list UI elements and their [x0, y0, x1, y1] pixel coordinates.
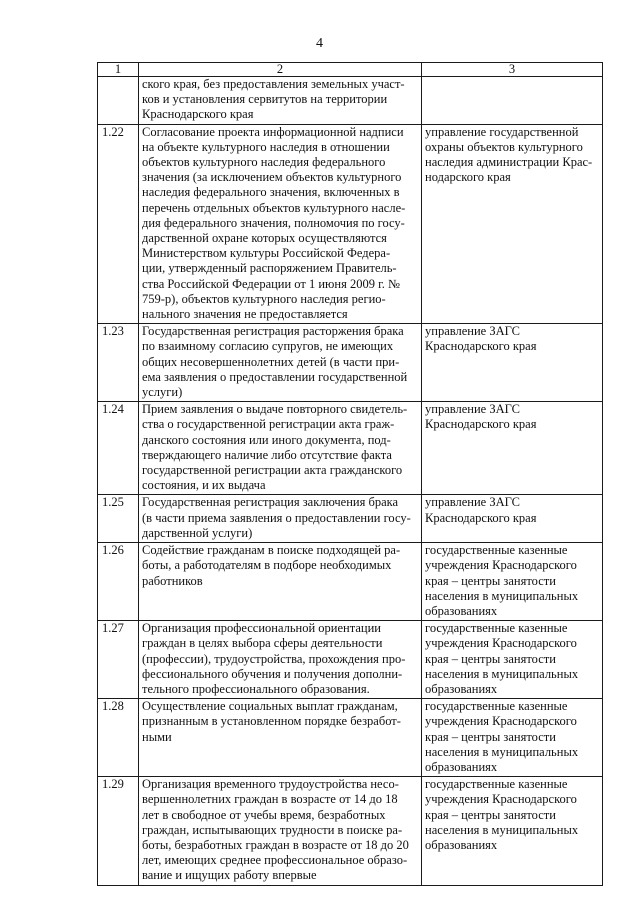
- authority-line: управление ЗАГС: [425, 324, 521, 339]
- service-line: признанным в установленном порядке безработ-: [142, 714, 401, 729]
- service-line: объектов культурного наследия федерального: [142, 155, 386, 170]
- table-row: [98, 699, 603, 777]
- column-header-service: 2: [139, 63, 422, 77]
- table-row: [98, 777, 603, 885]
- authority-line: государственные казенные: [425, 699, 568, 714]
- authority-line: образованиях: [425, 603, 498, 618]
- row-number-cell: 1.28: [98, 699, 139, 777]
- service-line: работников: [142, 573, 203, 588]
- service-line: граждан, испытывающих трудности в поиске ра-: [142, 822, 403, 837]
- service-line: общих несовершеннолетних детей (в части при-: [142, 354, 400, 369]
- service-line: ства о государственной регистрации акта граж-: [142, 417, 395, 432]
- service-line: государственной регистрации акта гражданского: [142, 463, 403, 478]
- service-line: Государственная регистрация заключения брака: [142, 495, 399, 510]
- service-line: по взаимному согласию супругов, не имеющих: [142, 339, 394, 354]
- services-table: [97, 62, 603, 886]
- table-row: [98, 495, 603, 543]
- continuation-service-cell: [139, 77, 422, 125]
- authority-line: Краснодарского края: [425, 417, 537, 432]
- row-number-cell: 1.25: [98, 495, 139, 543]
- continuation-number-cell: [98, 77, 139, 125]
- authority-line: управление государственной: [425, 124, 579, 139]
- service-line: ства Российской Федерации от 1 июня 2009 г. №: [142, 276, 400, 291]
- service-line: Министерством культуры Российской Федера-: [142, 246, 391, 261]
- authority-line: образованиях: [425, 759, 498, 774]
- service-line: боты, безработных граждан в возрасте от 18 до 20: [142, 837, 409, 852]
- service-line: лет, имеющих среднее профессиональное образо-: [142, 853, 408, 868]
- authority-cell: [422, 699, 603, 777]
- authority-line: государственные казенные: [425, 543, 568, 558]
- service-name-cell: [139, 621, 422, 699]
- service-line: Организация временного трудоустройства несо-: [142, 777, 399, 792]
- table-header-row: [98, 63, 603, 77]
- service-name-cell: [139, 699, 422, 777]
- authority-line: края – центры занятости: [425, 807, 556, 822]
- authority-line: края – центры занятости: [425, 729, 556, 744]
- service-line: вание и ищущих работу впервые: [142, 868, 317, 883]
- authority-line: управление ЗАГС: [425, 495, 521, 510]
- service-line: значения (за исключением объектов культурного: [142, 170, 402, 185]
- service-line: Согласование проекта информационной надписи: [142, 124, 404, 139]
- service-name-cell: [139, 777, 422, 885]
- authority-line: нодарского края: [425, 170, 511, 185]
- service-line: на объекте культурного наследия в отношении: [142, 139, 390, 154]
- continuation-line: ков и установления сервитутов на территории: [142, 92, 388, 107]
- authority-cell: [422, 777, 603, 885]
- service-line: наследия федерального значения, включенных в: [142, 185, 400, 200]
- page-number: 4: [316, 36, 323, 51]
- service-line: тверждающего наличие либо отсутствие факта: [142, 447, 392, 462]
- service-name-cell: [139, 543, 422, 621]
- service-line: 759-р), объектов культурного наследия регио-: [142, 291, 386, 306]
- service-line: ема заявления о предоставлении государственной: [142, 369, 408, 384]
- authority-line: государственные казенные: [425, 621, 568, 636]
- authority-line: населения в муниципальных: [425, 822, 579, 837]
- row-number-cell: 1.23: [98, 324, 139, 402]
- authority-line: учреждения Краснодарского: [425, 792, 577, 807]
- continuation-row: [98, 77, 603, 125]
- service-name-cell: [139, 402, 422, 495]
- authority-cell: [422, 621, 603, 699]
- authority-cell: [422, 543, 603, 621]
- service-line: (профессии), трудоустройства, прохождения про-: [142, 651, 406, 666]
- service-line: граждан в целях выбора сферы деятельности: [142, 636, 383, 651]
- service-line: тельного профессионального образования.: [142, 681, 370, 696]
- authority-line: Краснодарского края: [425, 510, 537, 525]
- continuation-authority-cell: [422, 77, 603, 125]
- service-line: перечень отдельных объектов культурного насле-: [142, 200, 406, 215]
- authority-line: охраны объектов культурного: [425, 139, 583, 154]
- row-number-cell: 1.26: [98, 543, 139, 621]
- service-line: Организация профессиональной ориентации: [142, 621, 381, 636]
- authority-line: управление ЗАГС: [425, 402, 521, 417]
- service-line: боты, а работодателям в подборе необходимых: [142, 558, 392, 573]
- authority-line: образованиях: [425, 681, 498, 696]
- service-line: Содействие гражданам в поиске подходящей ра-: [142, 543, 401, 558]
- service-line: ными: [142, 729, 172, 744]
- authority-cell: [422, 495, 603, 543]
- service-line: состояния, и их выдача: [142, 478, 266, 493]
- service-name-cell: [139, 324, 422, 402]
- authority-line: населения в муниципальных: [425, 744, 579, 759]
- service-line: услуги): [142, 385, 183, 400]
- authority-line: учреждения Краснодарского: [425, 714, 577, 729]
- table-row: [98, 324, 603, 402]
- authority-line: учреждения Краснодарского: [425, 558, 577, 573]
- row-number-cell: 1.29: [98, 777, 139, 885]
- column-header-number: 1: [98, 63, 139, 77]
- service-name-cell: [139, 124, 422, 324]
- service-line: Осуществление социальных выплат гражданам,: [142, 699, 398, 714]
- service-line: нального значения не предоставляется: [142, 307, 348, 322]
- authority-line: края – центры занятости: [425, 573, 556, 588]
- table-row: [98, 402, 603, 495]
- authority-line: государственные казенные: [425, 777, 568, 792]
- row-number-cell: 1.27: [98, 621, 139, 699]
- service-line: дарственной охране которых осуществляются: [142, 231, 387, 246]
- authority-line: населения в муниципальных: [425, 666, 579, 681]
- authority-cell: [422, 324, 603, 402]
- service-line: ции, утвержденный распоряжением Правитель-: [142, 261, 397, 276]
- service-line: Прием заявления о выдаче повторного свидетель-: [142, 402, 408, 417]
- table-row: [98, 543, 603, 621]
- row-number-cell: 1.24: [98, 402, 139, 495]
- service-line: дарственной услуги): [142, 525, 253, 540]
- row-number-cell: 1.22: [98, 124, 139, 324]
- service-line: (в части приема заявления о предоставлении госу-: [142, 510, 411, 525]
- service-line: данского состояния или иного документа, под-: [142, 432, 391, 447]
- authority-line: образованиях: [425, 837, 498, 852]
- authority-line: края – центры занятости: [425, 651, 556, 666]
- authority-line: учреждения Краснодарского: [425, 636, 577, 651]
- table-row: [98, 621, 603, 699]
- service-line: лет в свободное от учебы время, безработных: [142, 807, 386, 822]
- service-name-cell: [139, 495, 422, 543]
- service-line: вершеннолетних граждан в возрасте от 14 до 18: [142, 792, 398, 807]
- authority-cell: [422, 124, 603, 324]
- authority-line: наследия администрации Крас-: [425, 155, 593, 170]
- service-line: фессионального обучения и получения дополни-: [142, 666, 403, 681]
- authority-line: Краснодарского края: [425, 339, 537, 354]
- service-line: Государственная регистрация расторжения брака: [142, 324, 404, 339]
- continuation-line: ского края, без предоставления земельных участ-: [142, 77, 405, 91]
- table-row: [98, 124, 603, 324]
- authority-line: населения в муниципальных: [425, 588, 579, 603]
- service-line: дия федерального значения, полномочия по госу-: [142, 215, 405, 230]
- authority-cell: [422, 402, 603, 495]
- continuation-line: Краснодарского края: [142, 107, 254, 122]
- column-header-authority: 3: [422, 63, 603, 77]
